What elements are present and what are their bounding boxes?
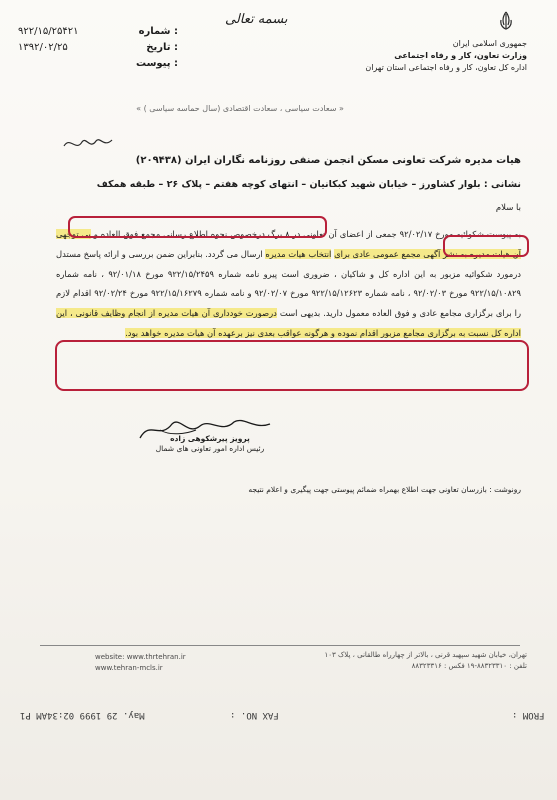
ministry-line-country: جمهوری اسلامی ایران	[452, 39, 527, 48]
ministry-line-office: اداره کل تعاون، کار و رفاه اجتماعی استان تهران	[365, 63, 527, 72]
ministry-header	[357, 38, 527, 74]
body-highlight-neglect: بی توجهی آن هیات مدیره به نشر آگهی مجمع عمومی عادی برای	[56, 229, 522, 259]
meta-attachment-row	[18, 56, 178, 72]
letter-greeting: با سلام	[495, 203, 521, 213]
annotation-box-board-election	[443, 235, 529, 257]
meta-number-row	[18, 24, 178, 40]
footer-website-1: website: www.thrtehran.ir	[95, 653, 186, 661]
ministry-line-ministry: وزارت تعاون، کار و رفاه اجتماعی	[394, 51, 527, 60]
basmala-heading: بسمه تعالی	[225, 12, 288, 27]
meta-date-row	[18, 40, 178, 56]
meta-number-value: ۹۲۲/۱۵/۲۵۴۲۱	[18, 26, 79, 37]
footer-address: تهران، خیابان شهید سپهبد قرنی ، بالاتر از چهارراه طالقانی ، پلاک ۱۰۳	[324, 651, 527, 659]
letter-address: نشانی : بلوار کشاورز – خیابان شهید کبکانیان – انتهای کوچه هفتم – پلاک ۲۶ – طبقه همکف	[96, 179, 521, 190]
meta-number-label: شماره :	[138, 26, 178, 37]
fax-transmission-header	[0, 700, 557, 734]
carbon-copy-line: رونوشت : بازرسان تعاونی جهت اطلاع بهمراه ضمائم پیوستی جهت پیگیری و اعلام نتیجه	[248, 485, 521, 494]
meta-attachment-label: پیوست :	[135, 58, 178, 69]
signature-title: رئیس اداره امور تعاونی های شمال	[155, 444, 265, 453]
handwritten-note-scribble	[60, 132, 120, 156]
body-part-3: ارسال می گردد. بنابراین ضمن بررسی و ارائه پاسخ مستدل درمورد شکوائیه مزبور به این اداره کل و شاکیان ، ضروری است پیرو نامه شماره ۹۲۲/۱۵/۲۴۵۹ مورخ ۹۲/۰۱/۱۸ ، نامه شماره ۹۲۲/۱۵/۱۰۸۲۹ مورخ ۹۲/۰۲/۰۳ ، نامه شماره ۹۲۲/۱۵/۱۲۶۲۳ مورخ ۹۲/۰۲/۰۷ و نامه شماره ۹۲۲/۱۵/۱۶۲۷۹ مورخ ۹۲/۰۲/۲۴ اقدام لازم را برای برگزاری مجامع عادی و فوق العاده معمول دارید.	[56, 248, 522, 319]
body-part-4: بدیهی است	[279, 308, 321, 319]
footer-contact	[287, 650, 527, 672]
footer-websites	[95, 652, 245, 674]
annotation-box-consequence	[55, 340, 529, 391]
letter-addressee: هیات مدیره شرکت تعاونی مسکن انجمن صنفی روزنامه نگاران ایران (۲۰۹۴۳۸)	[135, 155, 521, 166]
footer-phone: تلفن : ۸۸۳۲۳۳۱۰-۱۹ فکس : ۸۸۳۲۳۳۱۶	[411, 662, 527, 670]
signature-name: پرویز پیرشکوهی زاده	[170, 434, 250, 443]
body-highlight-consequence: درصورت خودداری آن هیات مدیره از انجام وظایف قانونی ، این اداره کل نسبت به برگزاری مجامع مزبور اقدام نموده و هرگونه عواقب بعدی نیز برعهده آن هیات مدیره خواهد بود.	[56, 308, 521, 338]
body-highlight-board-election: انتخاب هیات مدیره	[265, 248, 332, 259]
signature-block	[115, 434, 305, 454]
fax-from-label: FROM :	[512, 710, 545, 720]
iran-emblem-icon	[495, 10, 517, 34]
meta-date-value: ۱۳۹۲/۰۲/۲۵	[18, 42, 68, 53]
fax-number-label: FAX NO. :	[230, 710, 279, 720]
body-part-1: به پیوست شکوائیه مورخ ۹۲/۰۲/۱۷ جمعی از اعضای آن تعاونی در ۸ برگ درخصوص نحوه اطلاع رسانی مجمع فوق العاده و	[93, 229, 521, 239]
fax-timestamp: May. 29 1999 02:34AM P1	[20, 710, 145, 720]
annotation-box-neglect	[68, 216, 327, 238]
meta-date-label: تاریخ :	[146, 42, 178, 53]
letter-meta-block	[18, 24, 178, 72]
year-slogan-stamp: « سعادت سیاسی ، سعادت اقتصادی (سال حماسه سیاسی ) »	[136, 104, 344, 113]
footer-website-2: www.tehran-mcls.ir	[95, 664, 163, 672]
footer-divider	[40, 645, 520, 646]
